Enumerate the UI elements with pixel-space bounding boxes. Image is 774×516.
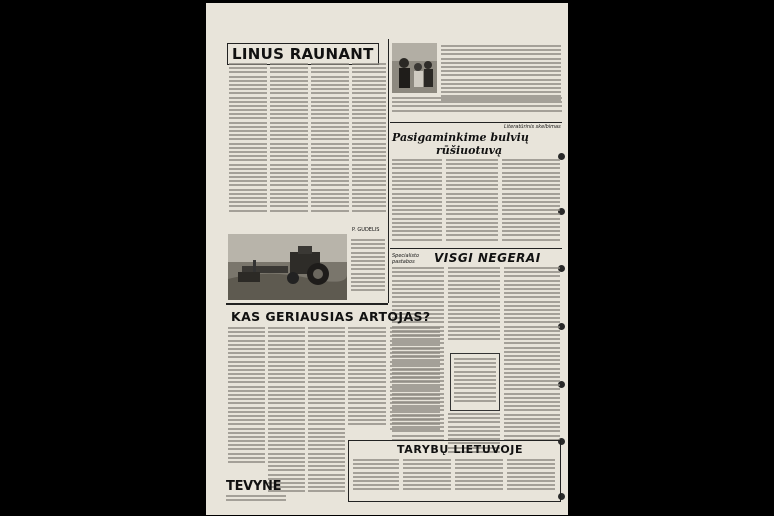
artojas-column-4 [348, 327, 386, 437]
linus-column-4 [352, 63, 386, 225]
tarybu-column-3 [455, 459, 503, 497]
tarybu-column-2 [403, 459, 451, 497]
linus-author: P. GUDELIS [352, 227, 380, 233]
headline-tarybu-lietuvoje: TARYBŲ LIETUVOJE [397, 443, 524, 456]
visgi-kicker: Specialisto pastabos [392, 253, 420, 265]
rule-bulviu [390, 122, 562, 123]
visgi-column-2 [448, 267, 500, 349]
artojas-column-1 [228, 327, 265, 475]
rule-visgi [390, 248, 562, 249]
bulviu-column-2 [446, 159, 498, 247]
newspaper-page [206, 3, 568, 515]
tractor-photo [228, 234, 347, 300]
headline-linus-raunant: LINUS RAUNANT [227, 43, 379, 65]
family-photo [392, 43, 437, 93]
tractor-photo-caption [351, 239, 385, 297]
headline-bulviu: Pasigaminkime bulvių [392, 131, 529, 144]
headline-kas-geriausias-artojas: KAS GERIAUSIAS ARTOJAS? [231, 309, 431, 324]
tarybu-column-1 [353, 459, 399, 497]
linus-column-1 [229, 63, 267, 225]
rule-artojas [226, 303, 388, 305]
linus-column-2 [270, 63, 308, 225]
bulviu-column-3 [502, 159, 560, 247]
artojas-column-3 [308, 327, 345, 507]
bulviu-column-1 [392, 159, 442, 247]
visgi-column-3 [504, 267, 560, 457]
bulviu-kicker: Literatūrinis skelbimas [504, 124, 561, 130]
tarybu-column-4 [507, 459, 555, 497]
linus-column-3 [311, 63, 349, 225]
family-photo-caption [392, 97, 562, 121]
small-ad-box [450, 353, 500, 411]
artojas-column-5 [390, 327, 440, 439]
masthead-tevyne: TEVYNE [226, 479, 282, 494]
column-divider [388, 39, 389, 303]
tarybu-lietuvoje-box [348, 440, 561, 502]
headline-visgi-negerai: VISGI NEGERAI [434, 251, 541, 265]
headline-rusiuotuva: rūšiuotuvą [436, 144, 503, 157]
masthead-subline [226, 495, 286, 503]
